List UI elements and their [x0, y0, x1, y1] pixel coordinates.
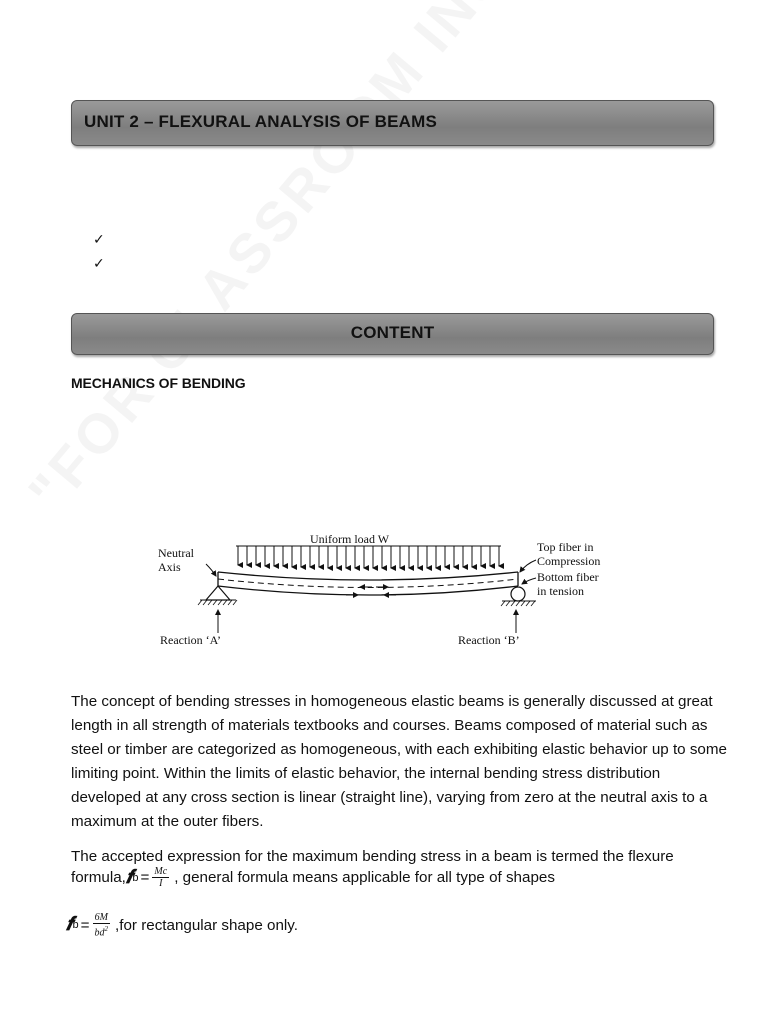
neutral-axis-pointer [206, 564, 216, 576]
numerator: 6M [94, 912, 108, 923]
neutral-axis-label: Neutral [158, 546, 194, 560]
watermark [15, 0, 708, 523]
denominator [93, 924, 111, 938]
uniform-load-arrows [238, 546, 499, 568]
load-label: Uniform load W [310, 532, 390, 546]
neutral-axis-label: Axis [158, 560, 181, 574]
unit-title: UNIT 2 – FLEXURAL ANALYSIS OF BEAMS [84, 112, 438, 131]
denominator: I [159, 878, 163, 889]
top-fiber-label: Top fiber in [537, 540, 594, 554]
stress-symbol: 𝒇 [66, 914, 73, 936]
unit-title-banner [71, 100, 714, 146]
flexure-formula [71, 866, 555, 889]
top-fiber-label: Compression [537, 554, 601, 568]
formula-prefix: formula, [71, 869, 126, 886]
reaction-b-label: Reaction ‘B’ [458, 633, 520, 647]
equals-sign: = [140, 869, 150, 886]
checkmark-icon: ✓ [93, 256, 105, 272]
rectangular-formula [66, 912, 298, 938]
bottom-fiber-label: in tension [537, 584, 584, 598]
content-banner [71, 313, 714, 355]
stress-subscript: b [132, 871, 139, 884]
formula-description: ,for rectangular shape only. [115, 916, 298, 934]
body-paragraph: The concept of bending stresses in homogeneous elastic beams is generally discussed at great length in all strength of materials textbooks and courses. Beams composed of material such as steel or timber are categorized as homogeneous, with each exhibiting elastic behavior up to some limiting point. Within the limits of elastic behavior, the internal bending stress distribution developed at any cross section is linear (straight line), varying from zero at the neutral axis to a maximum at the outer fibers. [71, 693, 727, 830]
numerator: Mc [154, 866, 168, 877]
content-title: CONTENT [350, 323, 435, 342]
body-paragraph: The accepted expression for the maximum bending stress in a beam is termed the flexure [71, 848, 674, 865]
denominator-base: bd [94, 927, 105, 939]
formula-description: , general formula means applicable for all type of shapes [174, 869, 555, 886]
equals-sign: = [80, 916, 90, 934]
roller-support-b [501, 587, 536, 606]
stress-subscript: b [72, 919, 79, 932]
section-heading: MECHANICS OF BENDING [71, 375, 246, 391]
fraction [152, 866, 169, 889]
bottom-fiber-label: Bottom fiber [537, 570, 599, 584]
fraction [93, 912, 111, 938]
beam-top-fiber [218, 572, 518, 580]
pin-support-a [198, 586, 237, 605]
bottom-fiber-pointer [522, 578, 536, 584]
stress-arrows [346, 587, 396, 595]
top-fiber-pointer [520, 560, 536, 572]
stress-symbol: 𝒇 [125, 866, 133, 888]
denominator-exponent: 2 [104, 925, 109, 933]
checkmark-icon: ✓ [93, 232, 105, 248]
beam-bending-diagram [150, 528, 630, 658]
reaction-a-label: Reaction ‘A’ [160, 633, 221, 647]
